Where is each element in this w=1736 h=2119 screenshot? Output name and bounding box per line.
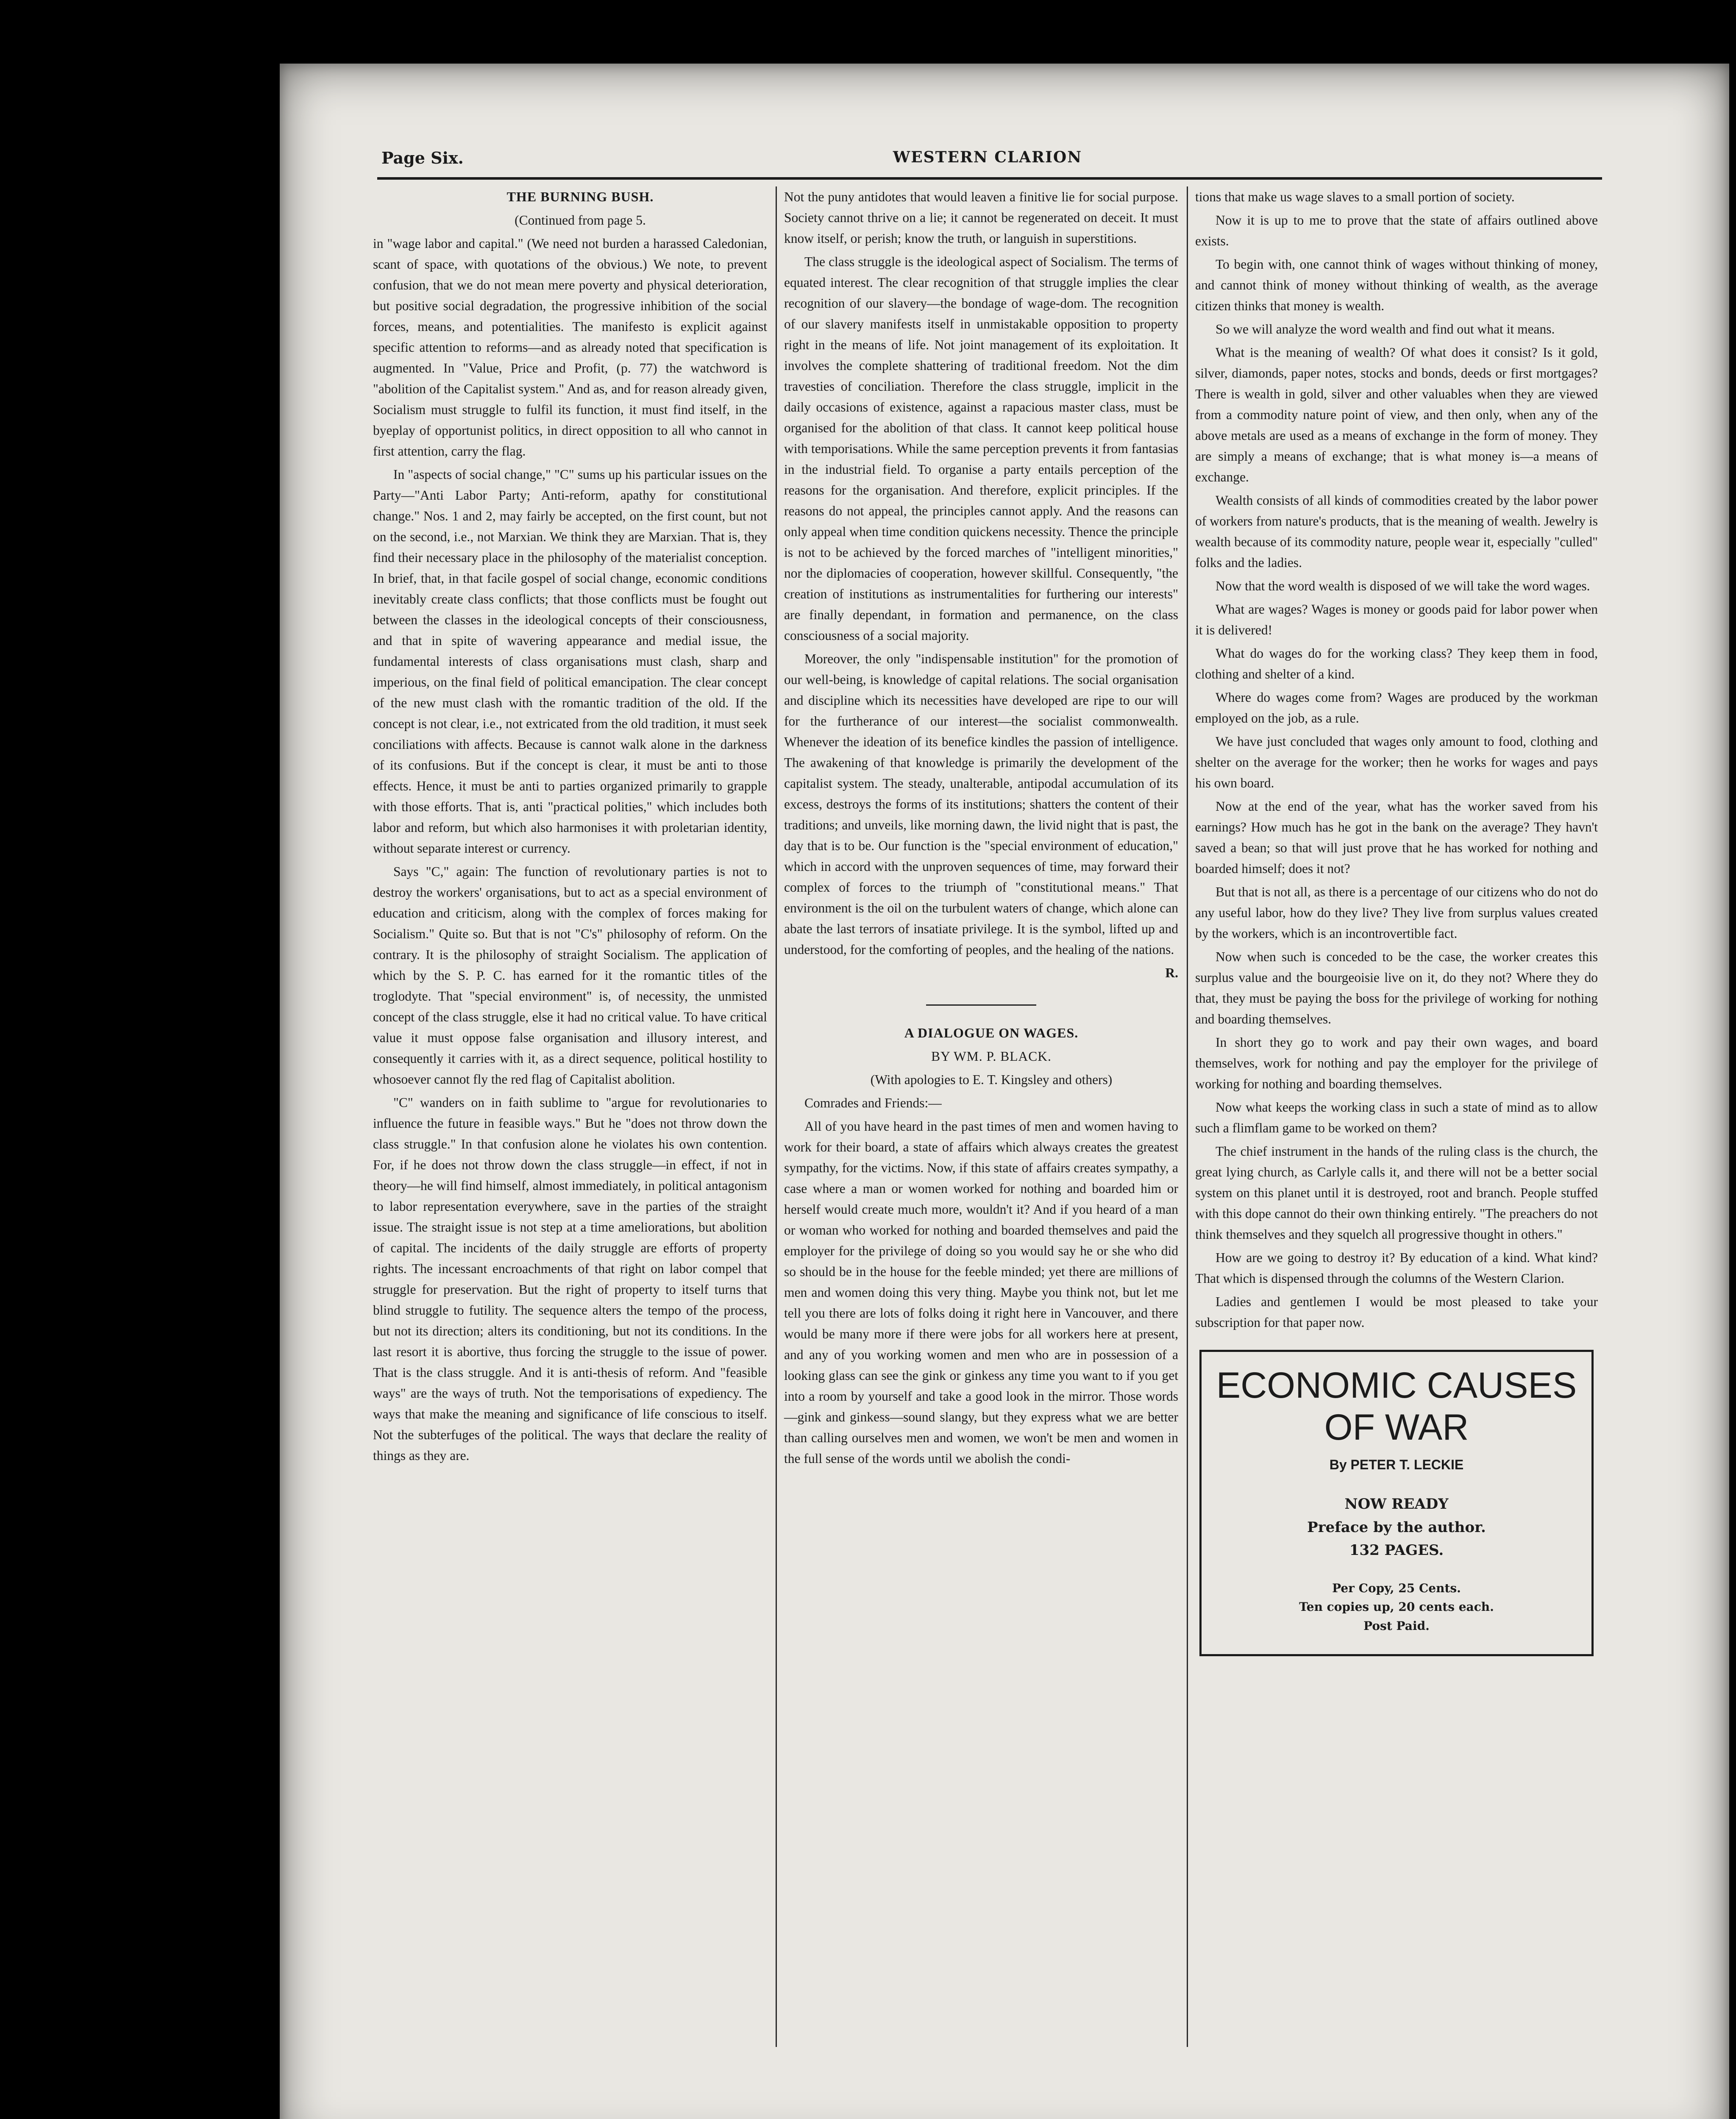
paragraph: The class struggle is the ideological aspect of Socialism. The terms of equated interest. The clear recognition of that struggle implies the clear recognition of our slavery—the bondage of wage-dom. The recognition of our slavery manifests itself in unmistakable opposition to property right in the means of life. Not joint management of its exploitation. It involves the complete shattering of traditional freedom. Not the dim travesties of conciliation. Therefore the class struggle, implicit in the daily occasions of existence, against a rapacious master class, must be organised for the abolition of that class. It cannot keep political house with temporisations. While the same perception prevents it from fantasias in the industrial field. To organise a party entails perception of the reasons for the organisation. And therefore, explicit principles. If the reasons do not appeal, the principles cannot apply. And the reasons can only appeal when time condition quickens necessity. Thence the principle is not to be achieved by the forced marches of "intelligent minorities," nor the diplomacies of cooperation, however skillful. Consequently, "the creation of institutions as instrumentalities for furthering our interests" are finally dependant, in formation and permanence, on the class consciousness of a social majority. [784,254,1178,643]
ad-title: OF WAR [1324,1407,1469,1448]
apology-note: (With apologies to E. T. Kingsley and others) [870,1072,1113,1087]
article-title: THE BURNING BUSH. [506,189,654,204]
paragraph: But that is not all, as there is a percentage of our citizens who do not do any useful labor, how do they live? They live from surplus values created by the workers, which is an incontrovertible fact. [1195,884,1598,941]
paragraph: "C" wanders on in faith sublime to "argue for revolutionaries to influence the future in feasible ways." But he "does not throw down the class struggle." In that confusion alone he violates his own contention. For, if he does not throw down the class struggle—in effect, if not in theory—he will find himself, almost immediately, in political antagonism to labor representation everywhere, save in the parties of the straight issue. The straight issue is not step at a time ameliorations, but abolition of capital. The incidents of the daily struggle are efforts of property rights. The incessant encroachments of that right on labor compel that struggle for preservation. But the right of property to itself turns that blind struggle to futility. The sequence alters the tempo of the process, but not its direction; alters its conditioning, but not its conditions. In the last resort it is abortive, thus forcing the struggle to the issue of power. That is the class struggle. And it is anti-thesis of reform. And "feasible ways" are the ways of truth. Not the temporisations of expediency. The ways that make the meaning and significance of life conscious to itself. Not the subterfuges of the political. The ways that declare the reality of things as they are. [373,1095,767,1463]
ad-postpaid: Post Paid. [1363,1618,1430,1633]
masthead: WESTERN CLARION [893,148,1082,166]
column-3 [1195,186,1598,1656]
salutation: Comrades and Friends:— [804,1096,942,1110]
article-title: A DIALOGUE ON WAGES. [904,1025,1079,1040]
paragraph: in "wage labor and capital." (We need not burden a harassed Caledonian, scant of space, with quotations of the obvious.) We note, to prevent confusion, that we do not mean mere poverty and physical deterioration, but positive social degradation, the progressive inhibition of the social forces, means, and potentialities. The manifesto is explicit against specific attention to reforms—and as already noted that specification is augmented. In "Value, Price and Profit, (p. 77) the watchword is "abolition of the Capitalist system." And as, and for reason already given, Socialism must struggle to fulfil its function, it must find itself, in the byeplay of opportunist politics, in direct opposition to all who cannot in first attention, carry the flag. [373,236,767,459]
ad-pages: 132 PAGES. [1349,1541,1444,1559]
article-signature: R. [1165,965,1178,980]
page-header [381,148,1594,174]
paragraph: Now when such is conceded to be the case, the worker creates this surplus value and the bourgeoisie live on it, do they not? Where they do that, they must be paying the boss for the privilege of working for nothing and boarding themselves. [1195,949,1598,1026]
paragraph: tions that make us wage slaves to a small portion of society. [1195,189,1515,204]
paragraph: What is the meaning of wealth? Of what does it consist? Is it gold, silver, diamonds, paper notes, stocks and bonds, deeds or first mortgages? There is wealth in gold, silver and other valuables when they are viewed from a commodity nature point of view, and then only, when any of the above metals are used as a means of exchange in the form of money. They are simply a means of exchange; that is what money is—a means of exchange. [1195,345,1598,484]
ad-now-ready: NOW READY [1344,1496,1449,1513]
header-rule [377,177,1602,180]
ad-bulk-price: Ten copies up, 20 cents each. [1299,1600,1494,1614]
continued-note: (Continued from page 5. [515,213,646,228]
column-divider [776,186,777,2047]
column-1 [373,186,767,1466]
paragraph: We have just concluded that wages only amount to food, clothing and shelter on the average for the worker; then he works for wages and pays his own board. [1195,734,1598,790]
paragraph: What do wages do for the working class? They keep them in food, clothing and shelter of a kind. [1195,646,1598,681]
section-divider [926,1004,1036,1006]
column-2 [784,186,1178,1469]
paragraph: Now it is up to me to prove that the state of affairs outlined above exists. [1195,213,1598,248]
paragraph: Now at the end of the year, what has the worker saved from his earnings? How much has he got in the bank on the average? They havn't saved a bean; so that will just prove that he has worked for nothing and boarded himself; does it not? [1195,799,1598,876]
paragraph: Says "C," again: The function of revolutionary parties is not to destroy the workers' organisations, but to act as a special environment of education and criticism, along with the complex of forces making for Socialism." Quite so. But that is not "C's" philosophy of reform. On the contrary. It is the philosophy of straight Socialism. The application of which by the S. P. C. has earned for it the romantic titles of the troglodyte. That "special environment" is, of necessity, the unmisted concept of the class struggle, else it had no critical value. To have critical value it must oppose false organisation and illusory interest, and consequently it carries with it, as a direct sequence, political hostility to whosoever cannot fly the red flag of Capitalist abolition. [373,864,767,1087]
paragraph: Wealth consists of all kinds of commodities created by the labor power of workers from nature's products, that is the meaning of wealth. Jewelry is wealth because of its commodity nature, people wear it, especially "culled" folks and the ladies. [1195,493,1598,570]
ad-preface: Preface by the author. [1307,1518,1486,1536]
paragraph: In "aspects of social change," "C" sums up his particular issues on the Party—"Anti Labor Party; Anti-reform, apathy for constitutional change." Nos. 1 and 2, may fairly be accepted, on the first count, but not on the second, i.e., not Marxian. We think they are Marxian. That is, they find their necessary place in the philosophy of the materialist conception. In brief, that, in that facile gospel of social change, economic conditions inevitably create class conflicts; that those conflicts must be fought out between the classes in the ideological concepts of their consciousness, and that in spite of wavering appearance and medial issue, the fundamental interests of class organisations must clash, sharp and imperious, on the final field of political emancipation. The clear concept of the new must clash with the romantic tradition of the old. If the concept is not clear, i.e., not extricated from the old tradition, it must seek conciliations with affects. Because is cannot walk alone in the darkness of its confusions. But if the concept is clear, it must be anti to those effects. Hence, it must be anti to parties organized primarily to grapple with those efforts. That is, anti "practical polities," which includes both labor and reform, but which also harmonises it with proletarian identity, without separate interest or currency. [373,467,767,856]
paragraph: All of you have heard in the past times of men and women having to work for their board, a state of affairs which always creates the greatest sympathy, for the victims. Now, if this state of affairs creates sympathy, a case where a man or women worked for nothing and boarded him or herself would create much more, wouldn't it? And if you heard of a man or woman who worked for nothing and boarded themselves and paid the employer for the privilege of doing so you would say he or she who did so should be in the house for the feeble minded; yet there are millions of men and women doing this very thing. Maybe you think not, but let me tell you there are lots of folks doing it right here in Vancouver, and there would be many more if there were jobs for all workers here at present, and any of you working women and men who are in possession of a looking glass can see the gink or ginkess any time you want to if you get into a room by yourself and take a good look in the mirror. Those words—gink and ginkess—sound slangy, but they express what we are better than calling ourselves men and women, we won't be men and women in the full sense of the words until we abolish the condi- [784,1119,1178,1466]
paragraph: Moreover, the only "indispensable institution" for the promotion of our well-being, is knowledge of capital relations. The social organisation and discipline which its necessities have developed are ripe to our will for the furtherance of our interest—the socialist commonwealth. Whenever the ideation of its benefice kindles the passion of intelligence. The awakening of that knowledge is primarily the development of the capitalist system. The steady, unalterable, antipodal accumulation of its excess, destroys the forms of its institutions; shatters the content of their traditions; and unveils, like morning dawn, the livid night that is past, the day that is to be. Our function is the "special environment of education," which in accord with the unproven sequences of time, may forward their complex of forces to the triumph of "constitutional means." That environment is the oil on the turbulent waters of change, which alone can abate the last terrors of insatiate privilege. It is the symbol, lifted up and understood, for the comforting of peoples, and the healing of the nations. [784,651,1178,957]
ad-author: By PETER T. LECKIE [1329,1457,1464,1472]
paragraph: How are we going to destroy it? By education of a kind. What kind? That which is dispensed through the columns of the Western Clarion. [1195,1250,1598,1286]
book-advertisement [1199,1350,1594,1656]
paragraph: Now what keeps the working class in such a state of mind as to allow such a flimflam game to be worked on them? [1195,1100,1598,1135]
paragraph: Where do wages come from? Wages are produced by the workman employed on the job, as a rule. [1195,690,1598,726]
paragraph: Not the puny antidotes that would leaven a finitive lie for social purpose. Society cannot thrive on a lie; it cannot be regenerated on deceit. It must know itself, or perish; know the truth, or languish in superstitions. [784,189,1178,246]
paragraph: In short they go to work and pay their own wages, and board themselves, work for nothing and pay the employer for the privilege of working for nothing and boarding themselves. [1195,1035,1598,1091]
paragraph: What are wages? Wages is money or goods paid for labor power when it is delivered! [1195,602,1598,637]
ad-price: Per Copy, 25 Cents. [1332,1581,1461,1595]
paragraph: So we will analyze the word wealth and find out what it means. [1216,322,1555,336]
ad-title: ECONOMIC CAUSES [1216,1365,1577,1406]
byline: BY WM. P. BLACK. [931,1049,1052,1064]
paragraph: Ladies and gentlemen I would be most pleased to take your subscription for that paper now. [1195,1294,1598,1330]
paragraph: Now that the word wealth is disposed of we will take the word wages. [1216,578,1590,593]
paragraph: To begin with, one cannot think of wages without thinking of money, and cannot think of money without thinking of wealth, as the average citizen thinks that money is wealth. [1195,257,1598,313]
newspaper-page [280,64,1729,2119]
page-number: Page Six. [381,148,464,167]
column-divider [1187,186,1188,2047]
paragraph: The chief instrument in the hands of the ruling class is the church, the great lying church, as Carlyle calls it, and there will not be a better social system on this planet until it is destroyed, root and branch. People stuffed with this dope cannot do their own thinking entirely. "The preachers do not think themselves and they squelch all progressive thought in others." [1195,1144,1598,1242]
